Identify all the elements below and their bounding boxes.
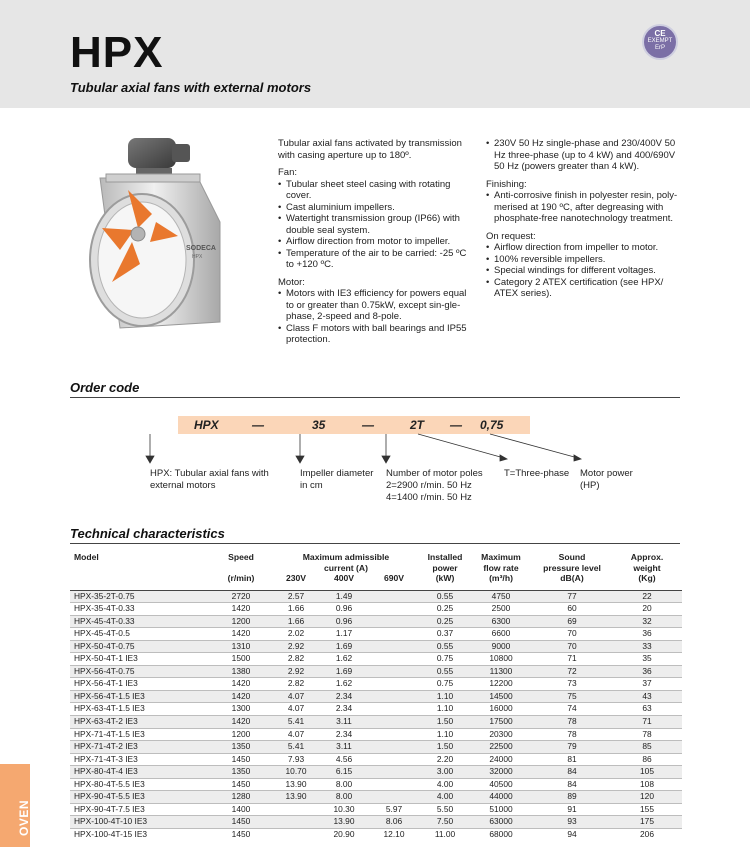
- cell-model: HPX-71-4T-2 IE3: [70, 741, 210, 754]
- label-line: T=Three-phase: [504, 468, 570, 479]
- cell-weight: 155: [612, 803, 682, 816]
- cell-flow: 6600: [470, 628, 532, 641]
- table-row: [70, 803, 682, 816]
- cell-speed: 1350: [210, 741, 272, 754]
- cell-weight: 105: [612, 766, 682, 779]
- cell-current-690v: 12.10: [368, 828, 420, 840]
- cell-power: 1.10: [420, 728, 470, 741]
- motor-heading: Motor:: [278, 276, 305, 288]
- th-230v: 230V: [272, 573, 320, 590]
- tech-title: Technical characteristics: [70, 526, 225, 541]
- label-line: HPX: Tubular axial fans with: [150, 468, 269, 479]
- cell-current-400v: 20.90: [320, 828, 368, 840]
- cell-power: 4.00: [420, 791, 470, 804]
- cell-sound: 69: [532, 615, 612, 628]
- order-code-label-power: [580, 468, 633, 492]
- label-line: 4=1400 r/min. 50 Hz: [386, 492, 472, 503]
- cell-current-690v: [368, 741, 420, 754]
- cell-sound: 71: [532, 653, 612, 666]
- cell-flow: 24000: [470, 753, 532, 766]
- cell-power: 0.55: [420, 665, 470, 678]
- cell-current-400v: 2.34: [320, 728, 368, 741]
- cell-speed: 1200: [210, 728, 272, 741]
- list-item: • 230V 50 Hz single-phase and 230/400V 50 Hz three-phase (up to 4 kW) and 400/690V 50 Hz (powers greater than 4 kW).: [486, 138, 686, 173]
- cell-current-690v: [368, 753, 420, 766]
- cell-current-690v: [368, 678, 420, 691]
- th-flow-line1: Maximum: [481, 552, 521, 562]
- cell-weight: 43: [612, 690, 682, 703]
- list-item: • Motors with IE3 efficiency for powers equal to or greater than 0.75kW, except sin-gle-phase, 2-speed and 8-pole.: [278, 288, 474, 323]
- table-row: [70, 665, 682, 678]
- cell-model: HPX-56-4T-1 IE3: [70, 678, 210, 691]
- cell-current-230v: 2.82: [272, 653, 320, 666]
- cell-sound: 60: [532, 603, 612, 616]
- cell-current-230v: 4.07: [272, 728, 320, 741]
- th-current-line2: current (A): [324, 562, 368, 573]
- cell-current-230v: 2.82: [272, 678, 320, 691]
- cell-power: 0.55: [420, 590, 470, 603]
- cell-power: 1.50: [420, 715, 470, 728]
- cell-flow: 6300: [470, 615, 532, 628]
- cell-model: HPX-50-4T-0.75: [70, 640, 210, 653]
- table-row: [70, 728, 682, 741]
- cell-flow: 20300: [470, 728, 532, 741]
- cell-weight: 36: [612, 628, 682, 641]
- cell-current-230v: 4.07: [272, 690, 320, 703]
- cell-sound: 84: [532, 766, 612, 779]
- cell-model: HPX-63-4T-2 IE3: [70, 715, 210, 728]
- th-power-line2: power: [432, 562, 458, 573]
- cell-current-230v: 2.57: [272, 590, 320, 603]
- tech-table: [70, 552, 682, 840]
- order-code-label-phase: [504, 468, 569, 480]
- list-item: • Anti-corrosive finish in polyester resin, poly-merised at 190 ºC, after degreasing with phosphate-free nanotechnology treatment.: [486, 190, 686, 225]
- cell-weight: 86: [612, 753, 682, 766]
- cell-sound: 70: [532, 628, 612, 641]
- th-speed: Speed: [228, 552, 254, 562]
- table-row: [70, 766, 682, 779]
- label-line: (HP): [580, 480, 600, 491]
- ce-mark: CE: [654, 29, 666, 38]
- cell-current-400v: 1.69: [320, 640, 368, 653]
- list-item: • Airflow direction from motor to impeller.: [278, 236, 474, 248]
- order-code-poles: 2T: [410, 418, 425, 432]
- cell-current-400v: 10.30: [320, 803, 368, 816]
- cell-weight: 63: [612, 703, 682, 716]
- cell-speed: 1450: [210, 816, 272, 829]
- list-item: • Tubular sheet steel casing with rotating cover.: [278, 179, 474, 202]
- cell-current-690v: [368, 640, 420, 653]
- cell-current-400v: 8.00: [320, 778, 368, 791]
- order-code-dash: —: [362, 418, 374, 432]
- order-code-title: Order code: [70, 380, 140, 395]
- cell-current-690v: [368, 715, 420, 728]
- th-blank: [70, 573, 210, 590]
- th-flow: [470, 552, 532, 573]
- cell-speed: 1380: [210, 665, 272, 678]
- cell-current-230v: 5.41: [272, 715, 320, 728]
- cell-sound: 91: [532, 803, 612, 816]
- table-row: [70, 640, 682, 653]
- th-weight-unit: (Kg): [612, 573, 682, 590]
- order-code-label-series: [150, 468, 269, 492]
- cell-flow: 17500: [470, 715, 532, 728]
- cell-speed: 1420: [210, 628, 272, 641]
- cell-model: HPX-100-4T-15 IE3: [70, 828, 210, 840]
- cell-current-400v: 3.11: [320, 715, 368, 728]
- cell-model: HPX-50-4T-1 IE3: [70, 653, 210, 666]
- section-side-tab: [0, 764, 30, 847]
- list-item: • Special windings for different voltages.: [486, 265, 686, 277]
- list-item: • Temperature of the air to be carried: -25 ºC to +120 ºC.: [278, 248, 474, 271]
- label-line: Motor power: [580, 468, 633, 479]
- cell-sound: 93: [532, 816, 612, 829]
- order-code-label-poles: [386, 468, 483, 504]
- cell-flow: 68000: [470, 828, 532, 840]
- tech-table-body: [70, 590, 682, 840]
- cell-current-690v: 8.06: [368, 816, 420, 829]
- cell-model: HPX-80-4T-5.5 IE3: [70, 778, 210, 791]
- cell-current-690v: [368, 766, 420, 779]
- th-current: [272, 552, 420, 573]
- cell-speed: 1300: [210, 703, 272, 716]
- cell-model: HPX-90-4T-7.5 IE3: [70, 803, 210, 816]
- fan-heading: Fan:: [278, 167, 298, 178]
- cell-flow: 10800: [470, 653, 532, 666]
- cell-weight: 206: [612, 828, 682, 840]
- badge-line1: EXEMPT: [647, 38, 673, 44]
- order-code-power: 0,75: [480, 418, 504, 432]
- cell-current-690v: [368, 690, 420, 703]
- th-speed-unit: (r/min): [210, 573, 272, 590]
- cell-current-400v: 2.34: [320, 703, 368, 716]
- cell-speed: 1350: [210, 766, 272, 779]
- list-item: • Class F motors with ball bearings and IP55 protection.: [278, 323, 474, 346]
- th-current-line1: Maximum admissible: [302, 552, 390, 562]
- cell-current-230v: 2.92: [272, 640, 320, 653]
- cell-sound: 72: [532, 665, 612, 678]
- cell-flow: 51000: [470, 803, 532, 816]
- cell-weight: 108: [612, 778, 682, 791]
- cell-weight: 78: [612, 728, 682, 741]
- cell-model: HPX-35-4T-0.33: [70, 603, 210, 616]
- cell-flow: 11300: [470, 665, 532, 678]
- model-lettering: HPX: [192, 254, 203, 260]
- cell-current-690v: [368, 791, 420, 804]
- cell-current-400v: 8.00: [320, 791, 368, 804]
- cell-model: HPX-71-4T-3 IE3: [70, 753, 210, 766]
- list-item: • 100% reversible impellers.: [486, 254, 686, 266]
- th-weight: [612, 552, 682, 573]
- cell-current-230v: 4.07: [272, 703, 320, 716]
- label-line: Number of motor poles: [386, 468, 483, 479]
- th-sound-line1: Sound: [558, 552, 586, 562]
- cell-flow: 2500: [470, 603, 532, 616]
- cell-power: 1.50: [420, 741, 470, 754]
- cell-sound: 74: [532, 703, 612, 716]
- order-code-series: HPX: [194, 418, 219, 432]
- tech-rule: [70, 543, 680, 544]
- cell-current-690v: [368, 778, 420, 791]
- cell-power: 4.00: [420, 778, 470, 791]
- cell-speed: 1450: [210, 828, 272, 840]
- cell-speed: 1310: [210, 640, 272, 653]
- badge-line2: ErP: [654, 45, 665, 51]
- cell-current-690v: [368, 653, 420, 666]
- cell-weight: 35: [612, 653, 682, 666]
- cell-sound: 84: [532, 778, 612, 791]
- cell-power: 11.00: [420, 828, 470, 840]
- cell-power: 1.10: [420, 703, 470, 716]
- cell-model: HPX-56-4T-1.5 IE3: [70, 690, 210, 703]
- cell-current-400v: 1.49: [320, 590, 368, 603]
- cell-current-690v: [368, 628, 420, 641]
- cell-current-690v: 5.97: [368, 803, 420, 816]
- cell-speed: 1420: [210, 715, 272, 728]
- cell-weight: 37: [612, 678, 682, 691]
- cell-current-230v: 13.90: [272, 778, 320, 791]
- cell-current-400v: 1.69: [320, 665, 368, 678]
- cell-speed: 1200: [210, 615, 272, 628]
- table-row: [70, 741, 682, 754]
- cell-current-230v: 10.70: [272, 766, 320, 779]
- th-weight-line2: weight: [633, 562, 661, 573]
- cell-current-400v: 1.62: [320, 678, 368, 691]
- cell-model: HPX-45-4T-0.5: [70, 628, 210, 641]
- cell-sound: 75: [532, 690, 612, 703]
- cell-model: HPX-45-4T-0.33: [70, 615, 210, 628]
- cell-speed: 1420: [210, 603, 272, 616]
- cell-sound: 94: [532, 828, 612, 840]
- table-row: [70, 778, 682, 791]
- th-sound: [532, 552, 612, 573]
- page-title: HPX: [70, 28, 164, 77]
- cell-power: 1.10: [420, 690, 470, 703]
- th-power: [420, 552, 470, 573]
- cell-current-400v: 2.34: [320, 690, 368, 703]
- cell-power: 5.50: [420, 803, 470, 816]
- cell-sound: 70: [532, 640, 612, 653]
- cell-flow: 32000: [470, 766, 532, 779]
- cell-model: HPX-100-4T-10 IE3: [70, 816, 210, 829]
- cell-current-400v: 1.62: [320, 653, 368, 666]
- cell-model: HPX-90-4T-5.5 IE3: [70, 791, 210, 804]
- cell-sound: 79: [532, 741, 612, 754]
- cell-model: HPX-71-4T-1.5 IE3: [70, 728, 210, 741]
- cell-sound: 89: [532, 791, 612, 804]
- cell-weight: 36: [612, 665, 682, 678]
- cell-weight: 85: [612, 741, 682, 754]
- table-row: [70, 603, 682, 616]
- cell-weight: 175: [612, 816, 682, 829]
- cell-power: 0.55: [420, 640, 470, 653]
- cell-current-690v: [368, 603, 420, 616]
- cell-current-400v: 4.56: [320, 753, 368, 766]
- cell-sound: 78: [532, 728, 612, 741]
- cell-weight: 120: [612, 791, 682, 804]
- cell-power: 0.25: [420, 603, 470, 616]
- table-row: [70, 628, 682, 641]
- cell-speed: 1450: [210, 778, 272, 791]
- cell-power: 3.00: [420, 766, 470, 779]
- table-row: [70, 615, 682, 628]
- table-row: [70, 816, 682, 829]
- cell-speed: 1400: [210, 803, 272, 816]
- table-row: [70, 678, 682, 691]
- table-row: [70, 753, 682, 766]
- table-row: [70, 653, 682, 666]
- request-heading: On request:: [486, 230, 536, 242]
- cell-current-690v: [368, 728, 420, 741]
- list-item: • Watertight transmission group (IP66) with double seal system.: [278, 213, 474, 236]
- cell-current-230v: [272, 803, 320, 816]
- list-item: • Category 2 ATEX certification (see HPX/ ATEX series).: [486, 277, 686, 300]
- th-power-line1: Installed: [427, 552, 463, 562]
- cell-current-230v: 1.66: [272, 603, 320, 616]
- cell-sound: 77: [532, 590, 612, 603]
- cell-flow: 22500: [470, 741, 532, 754]
- cell-model: HPX-35-2T-0.75: [70, 590, 210, 603]
- th-sound-line2: pressure level: [543, 562, 601, 573]
- cell-current-690v: [368, 590, 420, 603]
- order-code-diameter: 35: [312, 418, 326, 432]
- label-line: 2=2900 r/min. 50 Hz: [386, 480, 472, 491]
- table-row: [70, 703, 682, 716]
- cell-current-400v: 1.17: [320, 628, 368, 641]
- cell-current-230v: 5.41: [272, 741, 320, 754]
- cell-flow: 40500: [470, 778, 532, 791]
- cell-weight: 33: [612, 640, 682, 653]
- th-model: Model: [74, 552, 99, 562]
- cell-sound: 73: [532, 678, 612, 691]
- cell-power: 0.75: [420, 653, 470, 666]
- th-sound-unit: dB(A): [532, 573, 612, 590]
- table-row: [70, 715, 682, 728]
- cell-current-230v: 1.66: [272, 615, 320, 628]
- cell-current-400v: 0.96: [320, 615, 368, 628]
- cell-power: 7.50: [420, 816, 470, 829]
- cell-current-230v: 7.93: [272, 753, 320, 766]
- order-code-label-diameter: [300, 468, 373, 492]
- cell-current-230v: [272, 828, 320, 840]
- intro-text: Tubular axial fans activated by transmission with casing aperture up to 180º.: [278, 138, 462, 161]
- cell-power: 2.20: [420, 753, 470, 766]
- table-row: [70, 590, 682, 603]
- th-flow-line2: flow rate: [483, 562, 519, 573]
- cell-speed: 1280: [210, 791, 272, 804]
- cell-speed: 1420: [210, 678, 272, 691]
- label-line: in cm: [300, 480, 323, 491]
- cell-current-230v: [272, 816, 320, 829]
- finishing-heading: Finishing:: [486, 178, 527, 190]
- cell-current-230v: 2.02: [272, 628, 320, 641]
- cell-model: HPX-63-4T-1.5 IE3: [70, 703, 210, 716]
- cell-weight: 71: [612, 715, 682, 728]
- cell-current-400v: 6.15: [320, 766, 368, 779]
- cell-speed: 2720: [210, 590, 272, 603]
- cell-flow: 16000: [470, 703, 532, 716]
- table-row: [70, 690, 682, 703]
- cell-power: 0.37: [420, 628, 470, 641]
- cell-speed: 1500: [210, 653, 272, 666]
- cell-flow: 63000: [470, 816, 532, 829]
- side-tab-label: OVEN: [17, 799, 31, 836]
- cell-current-230v: 13.90: [272, 791, 320, 804]
- cell-power: 0.25: [420, 615, 470, 628]
- cell-power: 0.75: [420, 678, 470, 691]
- cell-sound: 78: [532, 715, 612, 728]
- cell-current-400v: 0.96: [320, 603, 368, 616]
- cell-sound: 81: [532, 753, 612, 766]
- cell-model: HPX-80-4T-4 IE3: [70, 766, 210, 779]
- cell-flow: 14500: [470, 690, 532, 703]
- cell-weight: 32: [612, 615, 682, 628]
- order-code-dash: —: [252, 418, 264, 432]
- cell-speed: 1420: [210, 690, 272, 703]
- th-690v: 690V: [368, 573, 420, 590]
- list-item: • Cast aluminium impellers.: [278, 202, 474, 214]
- cell-current-690v: [368, 703, 420, 716]
- cell-current-230v: 2.92: [272, 665, 320, 678]
- cell-flow: 12200: [470, 678, 532, 691]
- cell-flow: 44000: [470, 791, 532, 804]
- table-row: [70, 791, 682, 804]
- page-subtitle: Tubular axial fans with external motors: [70, 80, 312, 95]
- cell-current-400v: 3.11: [320, 741, 368, 754]
- th-flow-unit: (m³/h): [470, 573, 532, 590]
- label-line: external motors: [150, 480, 216, 491]
- th-weight-line1: Approx.: [630, 552, 664, 562]
- list-item: • Airflow direction from impeller to motor.: [486, 242, 686, 254]
- cell-speed: 1450: [210, 753, 272, 766]
- cell-current-400v: 13.90: [320, 816, 368, 829]
- label-line: Impeller diameter: [300, 468, 374, 479]
- th-power-unit: (kW): [420, 573, 470, 590]
- th-400v: 400V: [320, 573, 368, 590]
- cell-flow: 4750: [470, 590, 532, 603]
- brand-lettering: SODECA: [186, 245, 216, 252]
- cell-current-690v: [368, 665, 420, 678]
- table-row: [70, 828, 682, 840]
- cell-weight: 20: [612, 603, 682, 616]
- order-code-dash: —: [450, 418, 462, 432]
- cell-model: HPX-56-4T-0.75: [70, 665, 210, 678]
- cell-flow: 9000: [470, 640, 532, 653]
- cell-current-690v: [368, 615, 420, 628]
- cell-weight: 22: [612, 590, 682, 603]
